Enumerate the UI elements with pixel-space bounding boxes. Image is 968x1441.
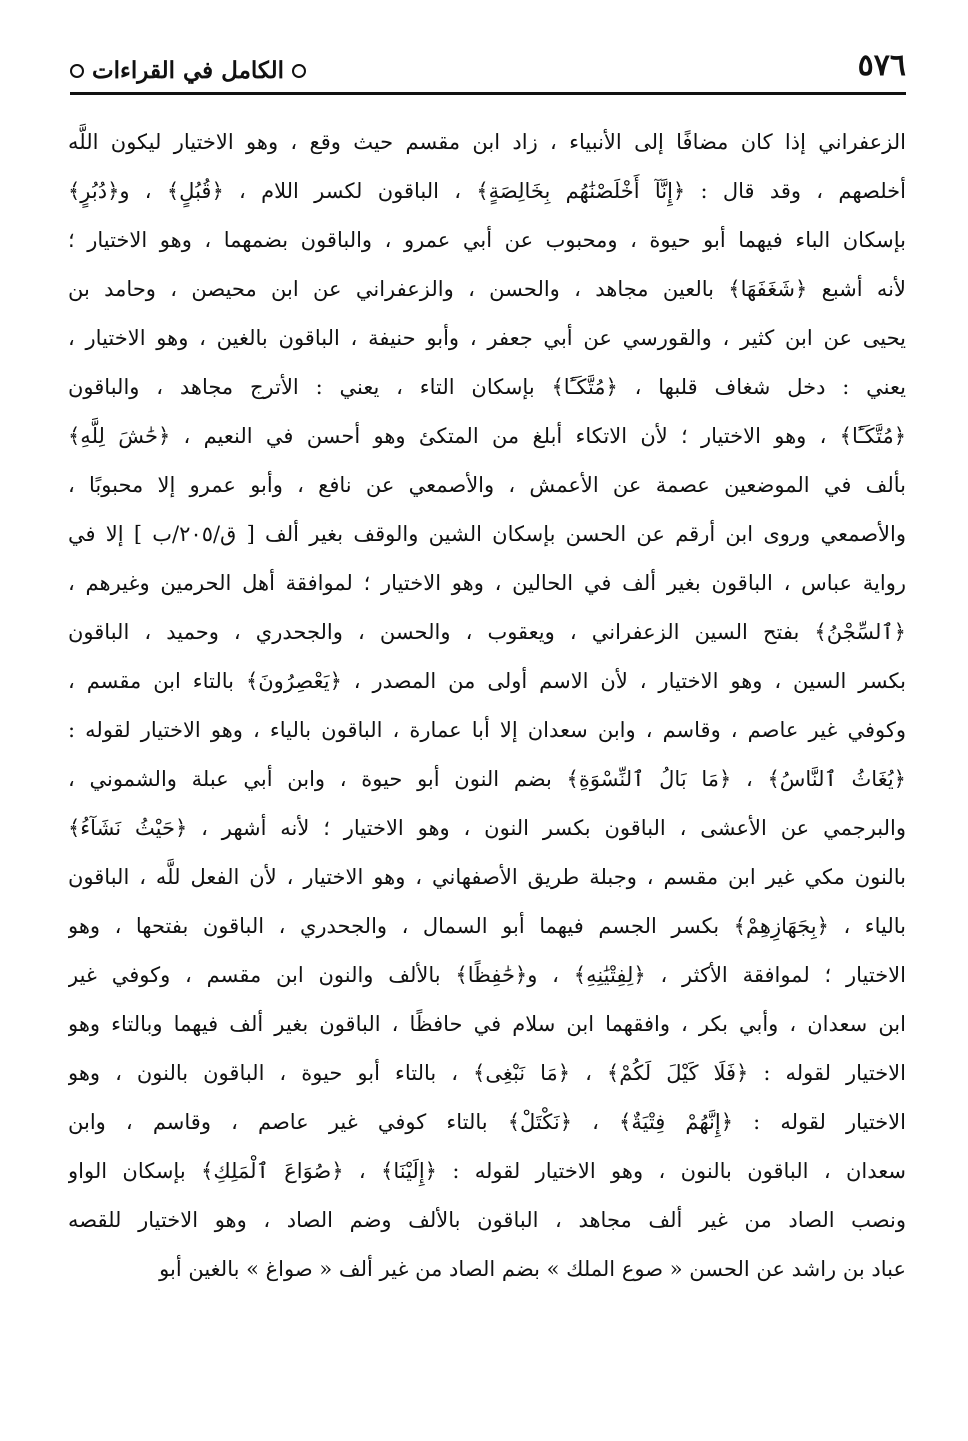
text-line: عباد بن راشد عن الحسن « صوع الملك » بضم الصاد من غير ألف « صواغ » بالغين أبو: [159, 1257, 906, 1281]
text-line: يحيى عن ابن كثير ، والقورسي عن أبي جعفر ، وأبو حنيفة ، الباقون بالغين ، وهو الاختيار ،: [68, 326, 906, 350]
text-line: ﴿ٱلسِّجْنُ﴾ بفتح السين الزعفراني ، ويعقوب ، والحسن ، والجحدري ، وحميد ، الباقون: [68, 620, 906, 644]
text-line: ابن سعدان ، وأبي بكر ، وافقهما ابن سلام في حافظًا ، الباقون بغير ألف فيهما وبالتاء وهو: [68, 1012, 906, 1036]
text-line: بكسر السين ، وهو الاختيار ، لأن الاسم أولى من المصدر ، ﴿يَعْصِرُونَ﴾ بالتاء ابن مقسم ،: [68, 669, 906, 693]
page-header: [70, 48, 906, 95]
text-line: بإسكان الباء فيهما أبو حيوة ، ومحبوب عن أبي عمرو ، والباقون بضمهما ، وهو الاختيار ؛: [68, 228, 906, 252]
text-line: الاختيار لقوله : ﴿إِنَّهُمْ فِتْيَةٌ﴾ ، ﴿نَكْتَلْ﴾ بالتاء كوفي غير عاصم ، وقاسم ، وابن: [68, 1110, 906, 1134]
running-title: [70, 56, 306, 86]
running-title-text: الكامل في القراءات: [92, 57, 284, 84]
text-line: بالياء ، ﴿بِجَهَازِهِمْ﴾ بكسر الجسم فيهما أبو السمال ، والجحدري ، الباقون بفتحها ، وهو: [68, 914, 906, 938]
body-text: [68, 118, 906, 1294]
text-line: يعني : دخل شغاف قلبها ، ﴿مُتَّكَـًٔا﴾ بإسكان التاء ، يعني : الأترج مجاهد ، والباقون: [68, 375, 906, 399]
text-line: والبرجمي عن الأعشى ، الباقون بكسر النون ، وهو الاختيار ؛ لأنه أشهر ، ﴿حَيْثُ نَشَآءُ﴾: [68, 816, 906, 840]
text-line: رواية عباس ، الباقون بغير ألف في الحالين ، وهو الاختيار ؛ لموافقة أهل الحرمين وغيرهم ،: [68, 571, 906, 595]
text-line: ونصب الصاد من غير ألف مجاهد ، الباقون بالألف وضم الصاد ، وهو الاختيار للقصه: [68, 1208, 906, 1232]
text-line: وكوفي غير عاصم ، وقاسم ، وابن سعدان إلا أبا عمارة ، الباقون بالياء ، وهو الاختيار لقوله :: [68, 718, 906, 742]
text-line: بالنون مكي غير ابن مقسم ، وجبلة طريق الأصفهاني ، وهو الاختيار ، لأن الفعل للَّه ، الباقون: [68, 865, 906, 889]
text-line: ﴿مُتَّكَـًٔا﴾ ، وهو الاختيار ؛ لأن الاتكاء أبلغ من المتكئ وهو أحسن في النعيم ، ﴿حَٰشَ لِلَّهِ﴾: [68, 424, 906, 448]
text-line: الاختيار ؛ لموافقة الأكثر ، ﴿لِفِتْيَٰنِهِ﴾ ، و﴿حَٰفِظًا﴾ بالألف والنون ابن مقسم ، وكوفي غير: [68, 963, 906, 987]
text-line: سعدان ، الباقون بالنون ، وهو الاختيار لقوله : ﴿إِلَيْنَا﴾ ، ﴿صُوَاعَ ٱلْمَلِكِ﴾ بإسكان الواو: [68, 1159, 906, 1183]
text-line: الاختيار لقوله : ﴿فَلَا كَيْلَ لَكُمْ﴾ ، ﴿مَا نَبْغِى﴾ ، بالتاء أبو حيوة ، الباقون بالنون ، وهو: [68, 1061, 906, 1085]
text-line: بألف في الموضعين عصمة عن الأعمش ، والأصمعي عن نافع ، وأبو عمرو إلا محبوبًا ،: [68, 473, 906, 497]
text-line: الزعفراني إذا كان مضافًا إلى الأنبياء ، زاد ابن مقسم حيث وقع ، وهو الاختيار ليكون اللَّه: [68, 130, 906, 154]
text-line: والأصمعي وروى ابن أرقم عن الحسن بإسكان الشين والوقف بغير ألف [ ق/٢٠٥/ب ] إلا في: [68, 522, 906, 546]
text-line: لأنه أشبع ﴿شَغَفَهَا﴾ بالعين مجاهد ، والحسن ، والزعفراني عن ابن محيصن ، وحامد بن: [68, 277, 906, 301]
text-line: ﴿يُغَاثُ ٱلنَّاسُ﴾ ، ﴿مَا بَالُ ٱلنِّسْوَةِ﴾ بضم النون أبو حيوة ، وابن أبي عبلة والشموني ،: [68, 767, 906, 791]
text-line: أخلصهم ، وقد قال : ﴿إِنَّآ أَخْلَصْنَٰهُم بِخَالِصَةٍ﴾ ، الباقون لكسر اللام ، ﴿قُبُلٍ﴾ ، و﴿دُبُرٍ﴾: [68, 179, 906, 203]
page-number: ٥٧٦: [857, 48, 906, 83]
circle-ornament-icon: [70, 64, 84, 78]
circle-ornament-icon: [292, 64, 306, 78]
